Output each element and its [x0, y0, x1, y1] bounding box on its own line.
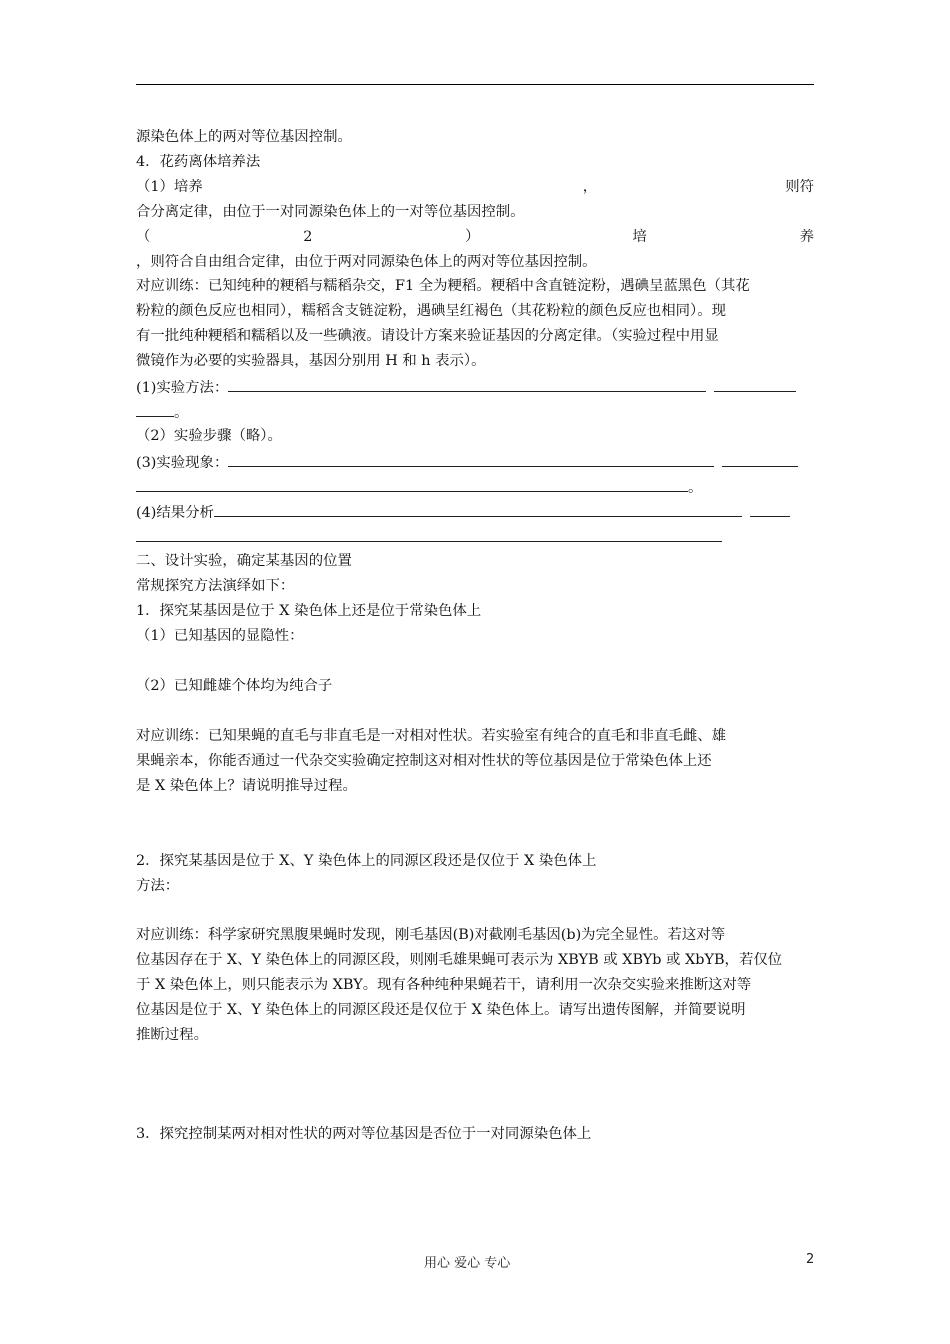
text-line: 对应训练：已知纯种的粳稻与糯稻杂交，F1 全为粳稻。粳稻中含直链淀粉，遇碘呈蓝黑色（其花 [136, 278, 750, 294]
section-heading: 1．探究某基因是位于 X 染色体上还是位于常染色体上 [136, 603, 482, 619]
answer-blank[interactable] [714, 377, 796, 392]
text-line: （2）实验步骤（略）。 [136, 428, 282, 444]
text-line: 合分离定律，由位于一对同源染色体上的一对等位基因控制。 [136, 204, 525, 220]
text-line: 是 X 染色体上？请说明推导过程。 [136, 778, 357, 794]
text-line: 微镜作为必要的实验器具，基因分别用 H 和 h 表示）。 [136, 353, 486, 369]
text-line: 方法： [136, 878, 180, 894]
text-fragment: ） [465, 229, 480, 245]
text-fragment: 2 [303, 229, 313, 245]
answer-blank[interactable] [228, 377, 706, 392]
text-line: （2）已知雌雄个体均为纯合子 [136, 678, 333, 694]
section-heading: 2．探究某基因是位于 X、Y 染色体上的同源区段还是仅位于 X 染色体上 [136, 853, 597, 869]
section-heading: 3．探究控制某两对相对性状的两对等位基因是否位于一对同源染色体上 [136, 1126, 592, 1142]
text-line: 有一批纯种粳稻和糯稻以及一些碘液。请设计方案来验证基因的分离定律。（实验过程中用显 [136, 328, 719, 344]
text-fragment: 养 [799, 229, 814, 245]
answer-blank[interactable] [722, 452, 798, 467]
text-line: 对应训练：科学家研究黑腹果蝇时发现，刚毛基因(B)对截刚毛基因(b)为完全显性。若这对等 [136, 927, 726, 943]
text-fragment: （1）培养 [136, 179, 203, 195]
text-fragment: 。 [688, 480, 703, 496]
answer-line [136, 402, 188, 422]
text-line: 果蝇亲本，你能否通过一代杂交实验确定控制这对相对性状的等位基因是位于常染色体上还 [136, 753, 712, 769]
question-label: (1)实验方法： [136, 380, 229, 396]
text-fragment: 培 [632, 229, 647, 245]
answer-line [136, 377, 796, 397]
answer-blank[interactable] [228, 452, 714, 467]
answer-blank[interactable] [136, 477, 688, 492]
text-line: 于 X 染色体上，则只能表示为 XBY。现有各种纯种果蝇若干，请利用一次杂交实验来推断这对等 [136, 977, 752, 993]
text-line-justified [136, 228, 814, 246]
text-fragment: ， [582, 179, 598, 195]
text-line: ，则符合自由组合定律，由位于两对同源染色体上的两对等位基因控制。 [136, 254, 597, 270]
answer-line [136, 527, 722, 547]
answer-blank[interactable] [136, 527, 722, 542]
text-line: 源染色体上的两对等位基因控制。 [136, 129, 352, 145]
text-fragment: 则符 [785, 179, 814, 195]
page-number: 2 [806, 1252, 815, 1267]
answer-blank[interactable] [136, 402, 174, 417]
text-line-justified [136, 178, 814, 196]
text-fragment: 。 [174, 405, 189, 421]
text-line: 位基因存在于 X、Y 染色体上的同源区段，则刚毛雄果蝇可表示为 XBYB 或 XBYb 或 XbYB，若仅位 [136, 952, 783, 968]
text-line: （1）已知基因的显隐性： [136, 628, 304, 644]
section-heading: 二、设计实验，确定某基因的位置 [136, 553, 352, 569]
answer-blank[interactable] [750, 502, 790, 517]
answer-line [136, 502, 790, 522]
text-line: 常规探究方法演绎如下： [136, 578, 295, 594]
answer-blank[interactable] [214, 502, 742, 517]
footer-motto: 用心 爱心 专心 [424, 1256, 511, 1271]
text-line: 粉粒的颜色反应也相同），糯稻含支链淀粉，遇碘呈红褐色（其花粉粒的颜色反应也相同）。现 [136, 303, 727, 319]
text-line: 推断过程。 [136, 1027, 208, 1043]
question-label: (4)结果分析 [136, 505, 214, 521]
text-line: 对应训练：已知果蝇的直毛与非直毛是一对相对性状。若实验室有纯合的直毛和非直毛雌、雄 [136, 728, 727, 744]
text-line: 位基因是位于 X、Y 染色体上的同源区段还是仅位于 X 染色体上。请写出遗传图解，并简要说明 [136, 1002, 746, 1018]
question-label: (3)实验现象： [136, 455, 229, 471]
answer-line [136, 452, 798, 472]
section-heading: 4．花药离体培养法 [136, 154, 261, 170]
header-rule [136, 84, 814, 85]
answer-line [136, 477, 702, 497]
text-fragment: （ [136, 229, 151, 245]
